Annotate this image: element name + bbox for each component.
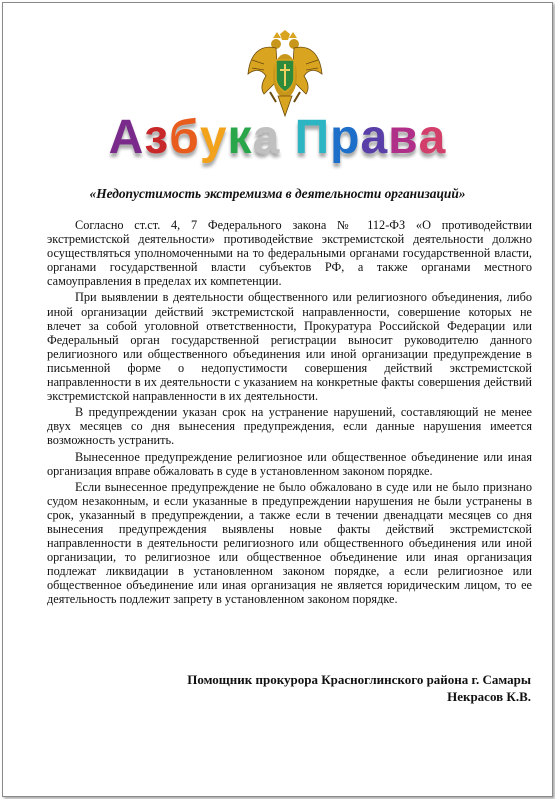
prosecutor-eagle-emblem-icon	[246, 30, 324, 118]
document-body	[47, 218, 532, 609]
brand-letter: а	[418, 111, 447, 164]
brand-letter: А	[108, 111, 145, 164]
paragraph: Согласно ст.ст. 4, 7 Федерального закона № 112-ФЗ «О противодействии экстремистской деятельности» противодействие экстремистской деятельности должно осуществляться уполномоченными на то федеральными органами государственной власти, органами государственной власти субъектов РФ, а также органами местного самоуправления в пределах их компетенции.	[47, 218, 532, 289]
brand-letter: р	[330, 111, 361, 164]
paragraph: В предупреждении указан срок на устранение нарушений, составляющий не менее двух месяцев со дня вынесения предупреждения, если данные нарушения имеется возможность устранить.	[47, 405, 532, 448]
brand-letter: б	[169, 111, 200, 164]
paragraph: Если вынесенное предупреждение не было обжаловано в суде или не было признано судом незаконным, и если указанные в предупреждении нарушения не были устранены в срок, указанный в предупреждении, а также если в течении двенадцати месяцев со дня вынесения предупреждения выявлены новые факты действий экстремистской направленности в деятельности религиозного или общественного объединения или иной организации, то религиозное или общественное объединение или иная организация подлежат ликвидации в установленном законом порядке, а если религиозное или общественное объединение или иная организация не является юридическим лицом, то ее деятельность подлежит запрету в установленном законом порядке.	[47, 479, 532, 607]
signature-block	[187, 671, 531, 705]
brand-letter: а	[252, 111, 281, 164]
brand-letter: П	[294, 111, 331, 164]
brand-letter: у	[199, 111, 228, 164]
brand-letter: в	[388, 111, 419, 164]
brand-letter: а	[360, 111, 389, 164]
brand-letter	[280, 108, 294, 168]
brand-letter: з	[144, 111, 170, 164]
paragraph: При выявлении в деятельности общественного или религиозного объединения, либо иной организации действий экстремистской направленности, совершение которых не влечет за собой уголовной ответственности, Прокуратура Российской Федерации или Федеральный орган государственной регистрации выносит руководителю данного религиозного или общественного объединения или иной организации предупреждение в письменной форме о недопустимости совершения действий экстремистской направленности в их деятельности с указанием на конкретные факты совершения действий экстремистской направленности в их деятельности.	[47, 290, 532, 404]
signature-position: Помощник прокурора Красноглинского района г. Самары	[187, 672, 531, 687]
brand-title	[0, 108, 555, 168]
brand-letter: к	[227, 111, 253, 164]
signature-name: Некрасов К.В.	[447, 689, 531, 704]
paragraph: Вынесенное предупреждение религиозное или общественное объединение или иная организация вправе обжаловать в суде в установленном законом порядке.	[47, 449, 532, 478]
document-heading: «Недопустимость экстремизма в деятельности организаций»	[89, 186, 466, 201]
